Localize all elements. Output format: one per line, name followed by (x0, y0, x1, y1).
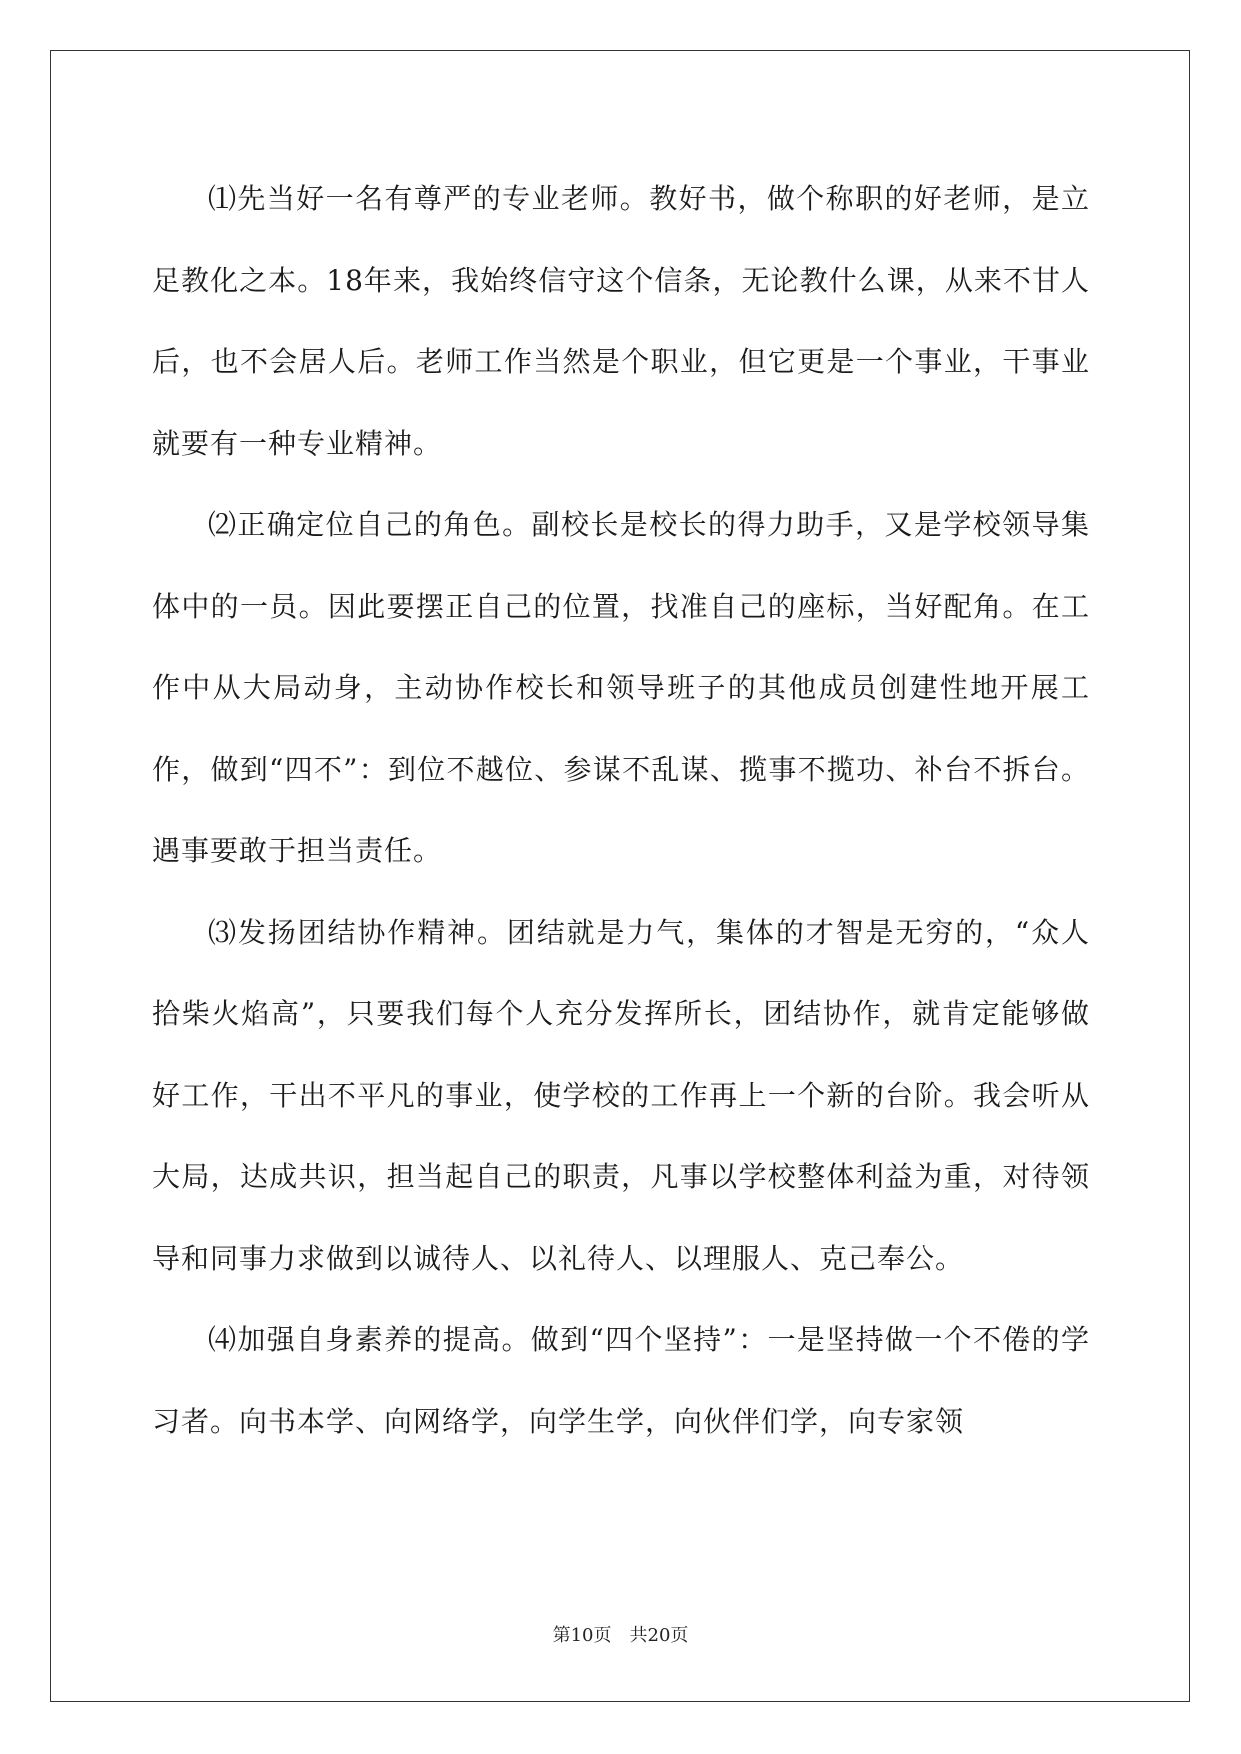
paragraph-3: ⑶发扬团结协作精神。团结就是力气，集体的才智是无穷的，“众人拾柴火焰高”，只要我们每个人充分发挥所长，团结协作，就肯定能够做好工作，干出不平凡的事业，使学校的工作再上一个新的台阶。我会听从大局，达成共识，担当起自己的职责，凡事以学校整体利益为重，对待领导和同事力求做到以诚待人、以礼待人、以理服人、克己奉公。 (152, 915, 1090, 1275)
page-number: 第10页 (552, 1625, 612, 1646)
paragraph-2: ⑵正确定位自己的角色。副校长是校长的得力助手，又是学校领导集体中的一员。因此要摆正自己的位置，找准自己的座标，当好配角。在工作中从大局动身，主动协作校长和领导班子的其他成员创建性地开展工作，做到“四不”：到位不越位、参谋不乱谋、揽事不揽功、补台不拆台。遇事要敢于担当责任。 (152, 508, 1090, 867)
page-footer (0, 1624, 1241, 1648)
page-total: 共20页 (629, 1625, 689, 1646)
paragraph-4: ⑷加强自身素养的提高。做到“四个坚持”：一是坚持做一个不倦的学习者。向书本学、向网络学，向学生学，向伙伴们学，向专家领 (152, 1323, 1090, 1438)
paragraph-1: ⑴先当好一名有尊严的专业老师。教好书，做个称职的好老师，是立足教化之本。18年来，我始终信守这个信条，无论教什么课，从来不甘人后，也不会居人后。老师工作当然是个职业，但它更是一个事业，干事业就要有一种专业精神。 (152, 182, 1090, 460)
document-body (152, 158, 1090, 1462)
